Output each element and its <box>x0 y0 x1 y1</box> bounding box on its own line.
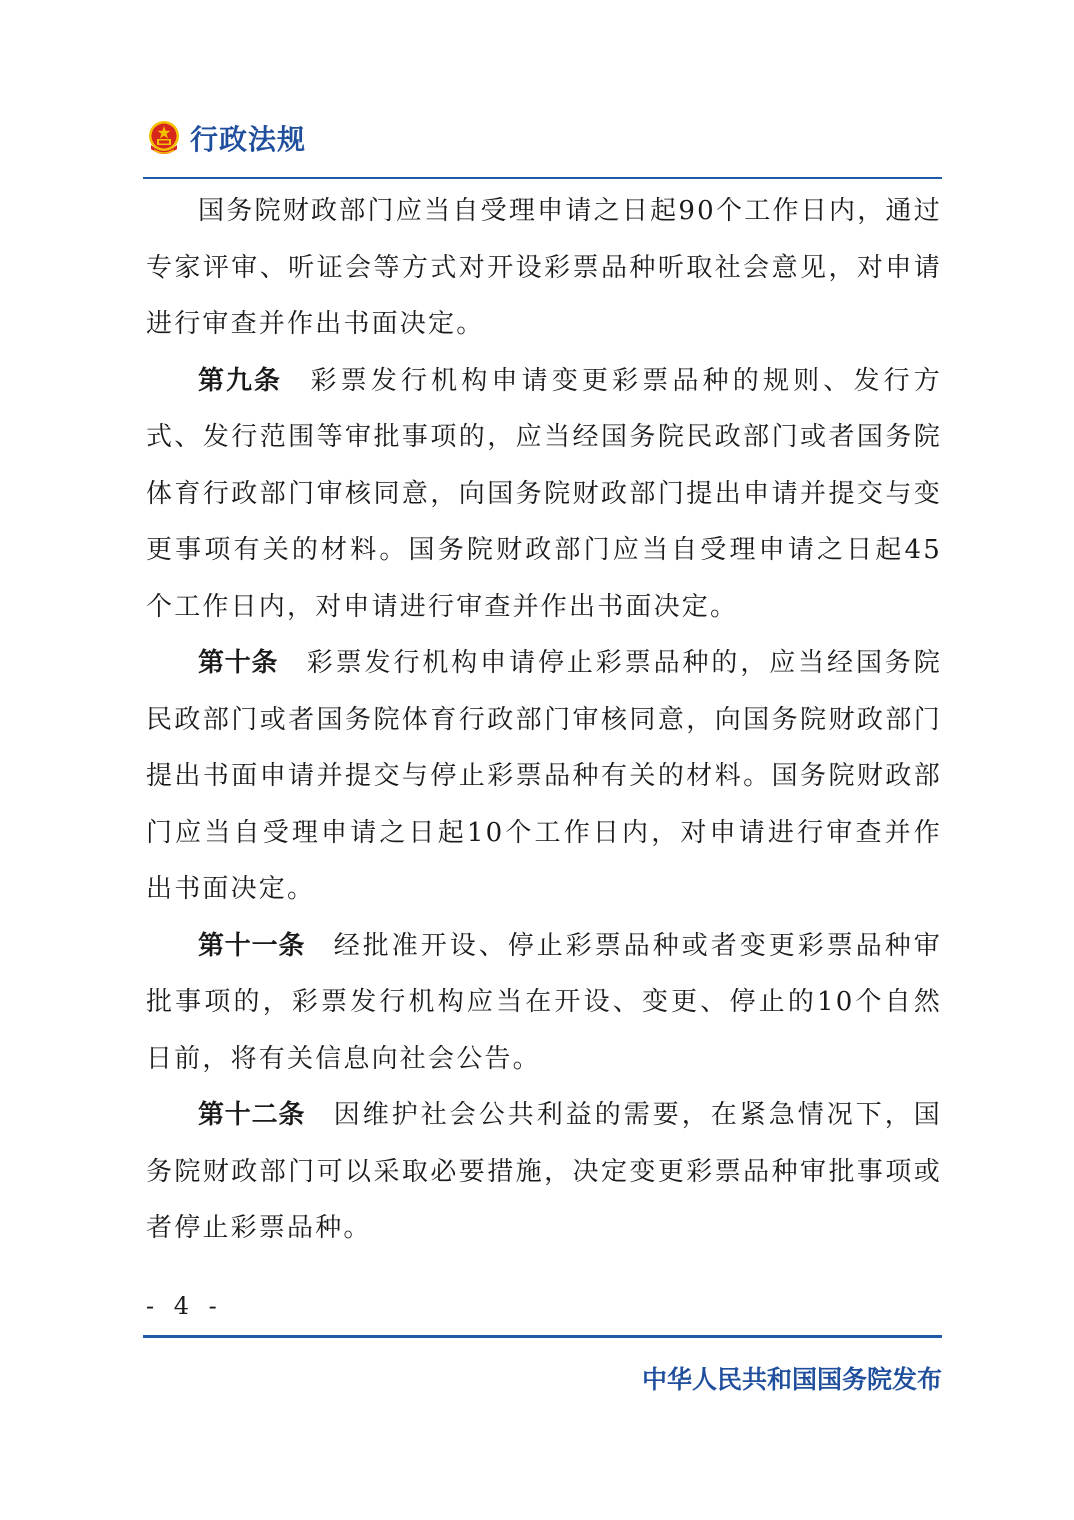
page-number: - 4 - <box>146 1292 223 1320</box>
paragraph-text: 经批准开设、停止彩票品种或者变更彩票品种审批事项的，彩票发行机构应当在开设、变更、停止的10个自然日前，将有关信息向社会公告。 <box>146 930 942 1074</box>
page-header <box>146 118 306 158</box>
paragraph-text: 因维护社会公共利益的需要，在紧急情况下，国务院财政部门可以采取必要措施，决定变更彩票品种审批事项或者停止彩票品种。 <box>146 1100 942 1243</box>
article-9 <box>146 353 942 636</box>
paragraph-text: 国务院财政部门应当自受理申请之日起90个工作日内，通过专家评审、听证会等方式对开设彩票品种听取社会意见，对申请进行审查并作出书面决定。 <box>146 196 942 339</box>
article-number: 第十条 <box>198 648 279 678</box>
article-number: 第十二条 <box>198 1100 306 1130</box>
header-title: 行政法规 <box>190 123 307 156</box>
paragraph-text: 彩票发行机构申请变更彩票品种的规则、发行方式、发行范围等审批事项的，应当经国务院民政部门或者国务院体育行政部门审核同意，向国务院财政部门提出申请并提交与变更事项有关的材料。国务院财政部门应当自受理申请之日起45个工作日内，对申请进行审查并作出书面决定。 <box>146 365 942 622</box>
article-12 <box>146 1087 942 1257</box>
article-number: 第十一条 <box>198 930 306 961</box>
document-body <box>146 183 942 1257</box>
footer-divider <box>143 1335 942 1338</box>
article-11 <box>146 918 942 1088</box>
paragraph-text: 彩票发行机构申请停止彩票品种的，应当经国务院民政部门或者国务院体育行政部门审核同意，向国务院财政部门提出书面申请并提交与停止彩票品种有关的材料。国务院财政部门应当自受理申请之日起10个工作日内，对申请进行审查并作出书面决定。 <box>146 648 942 904</box>
article-number: 第九条 <box>198 365 282 396</box>
header-divider <box>143 177 942 179</box>
paragraph-continuation <box>146 183 942 353</box>
footer-publisher: 中华人民共和国国务院发布 <box>641 1365 942 1394</box>
article-10 <box>146 635 942 918</box>
national-emblem-icon <box>146 119 182 157</box>
